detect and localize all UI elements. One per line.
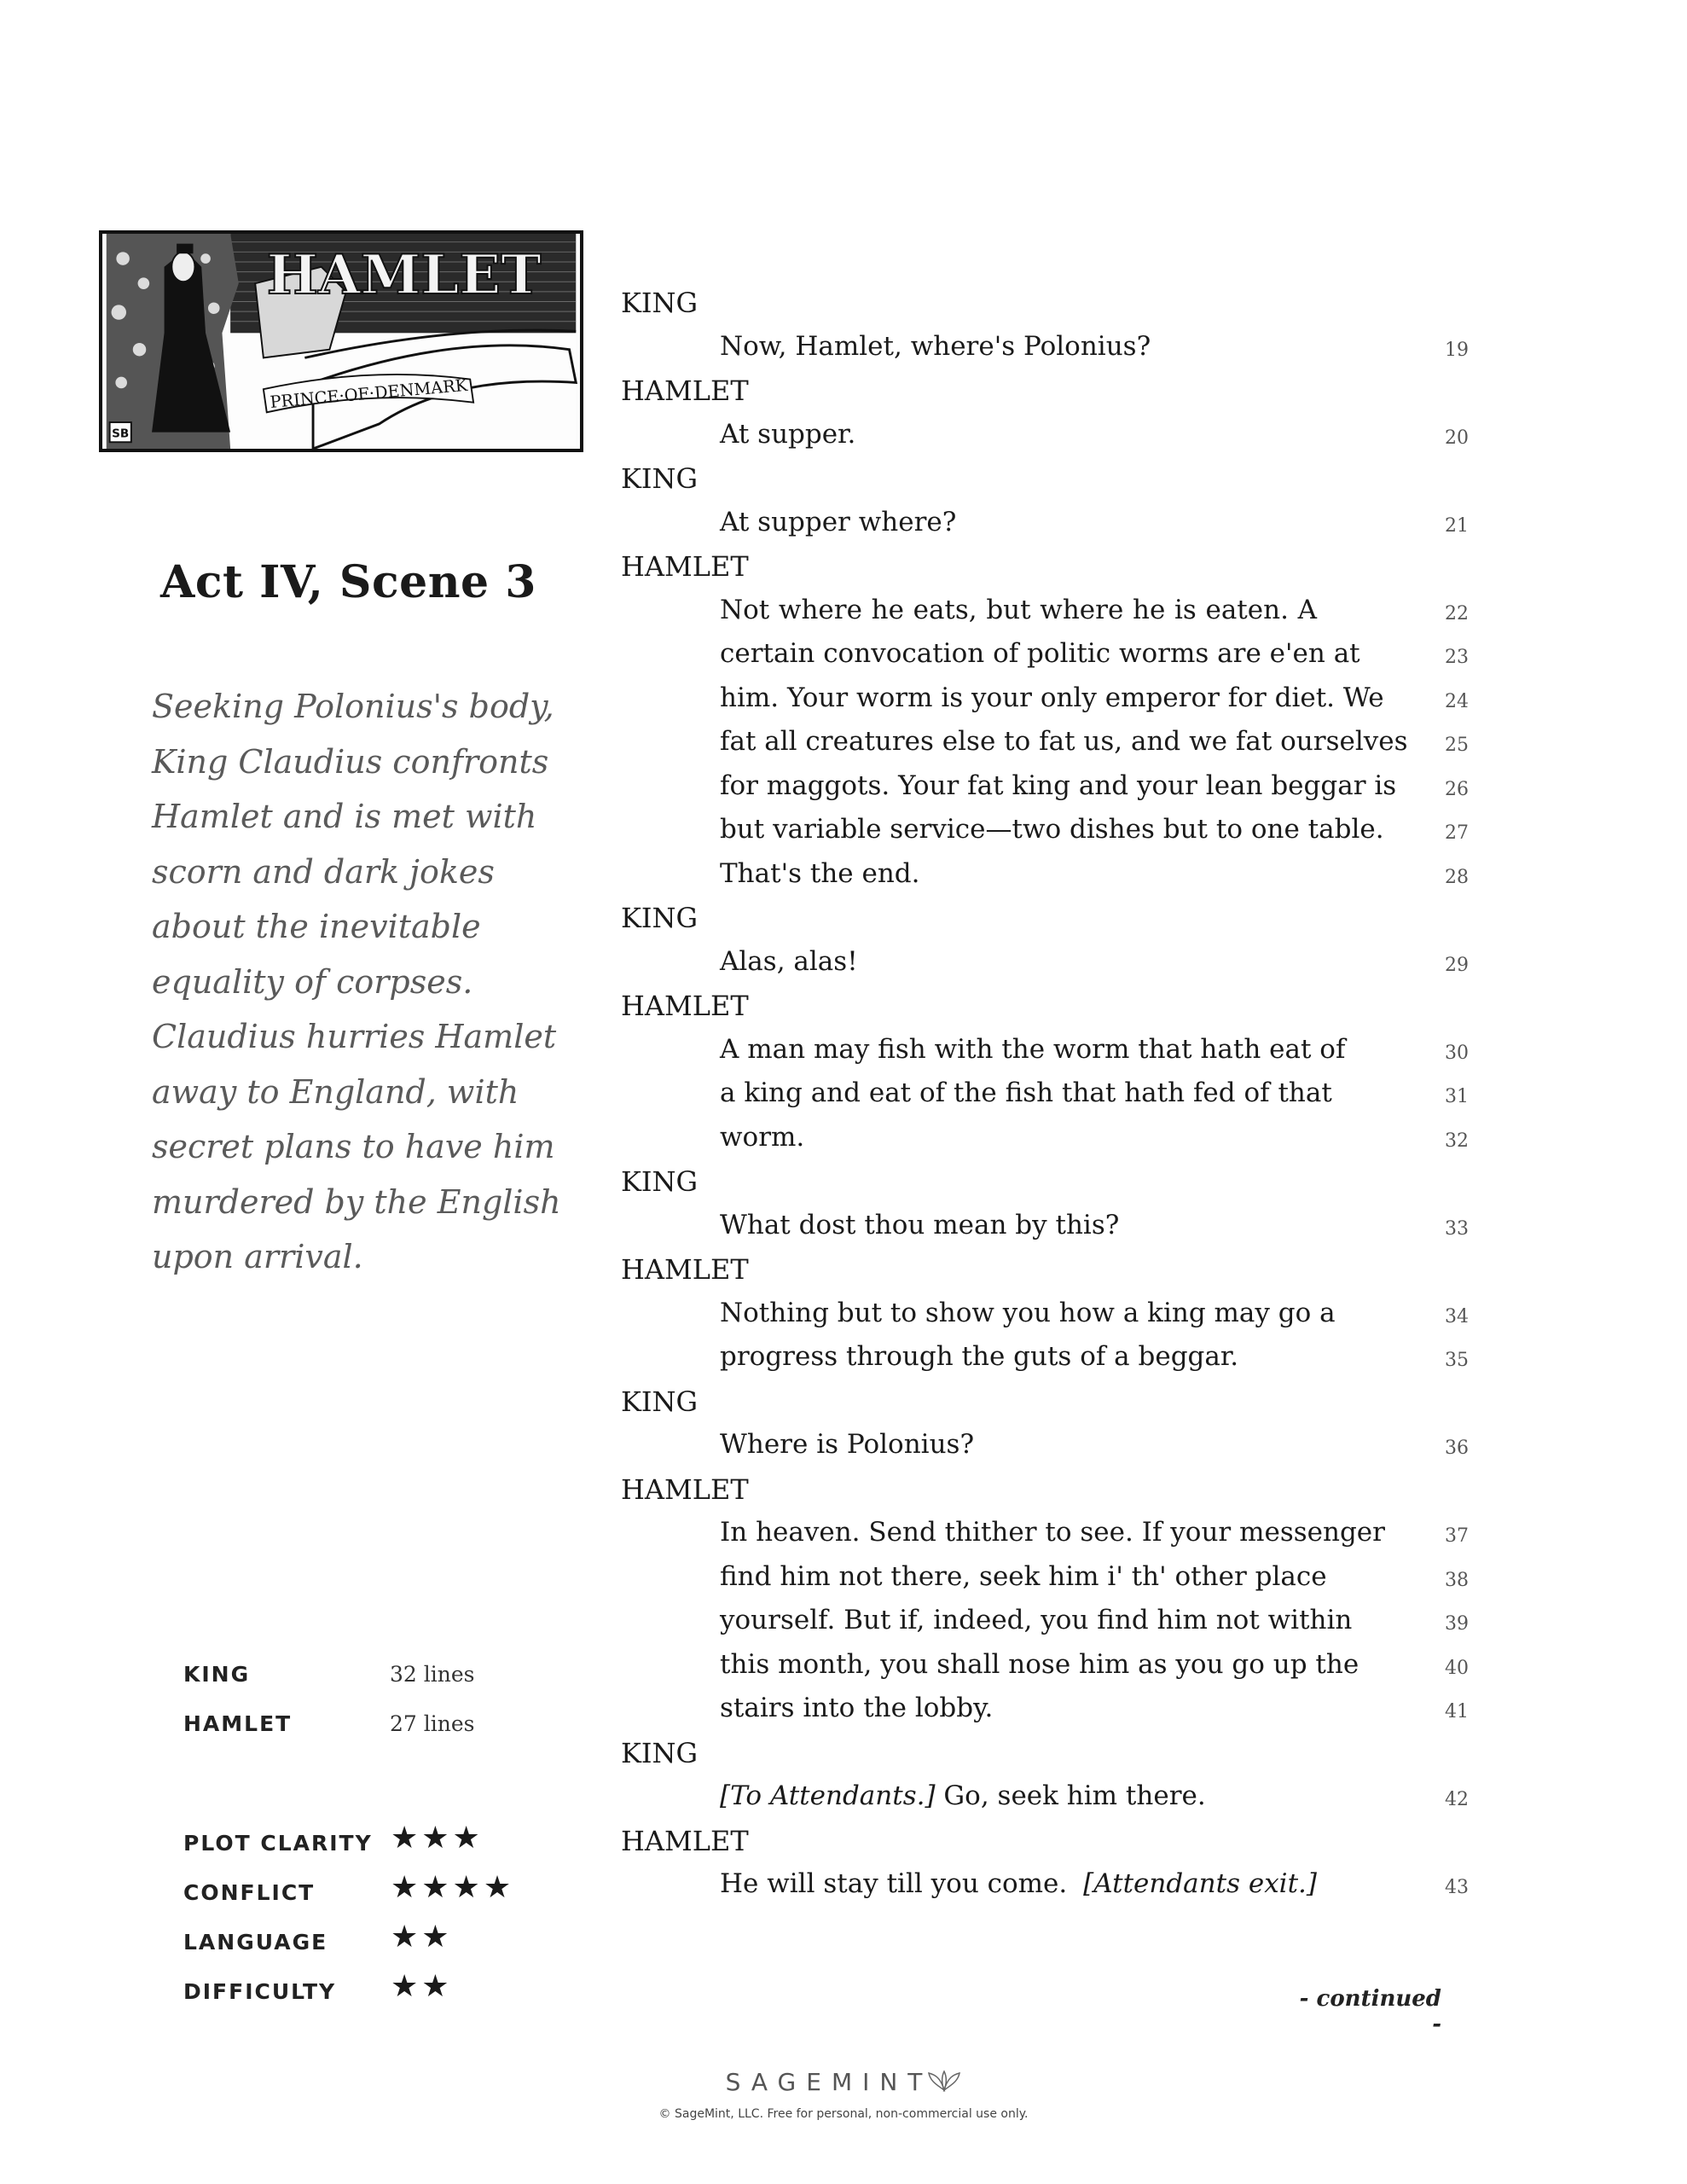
speaker-name: KING bbox=[621, 462, 699, 495]
hamlet-banner-illustration bbox=[99, 230, 583, 452]
summary-line: equality of corpses. bbox=[152, 962, 473, 1001]
verse-text bbox=[720, 1297, 1336, 1328]
verse-words: certain convocation of politic worms are e'en at bbox=[720, 638, 1360, 669]
footer-brand-text: SAGEMINT bbox=[725, 2068, 933, 2096]
verse-line bbox=[621, 590, 1474, 634]
summary-line: upon arrival. bbox=[152, 1238, 363, 1275]
verse-text bbox=[720, 1341, 1317, 1372]
summary-line: away to England, with bbox=[152, 1072, 519, 1111]
line-number: 36 bbox=[1445, 1438, 1469, 1459]
verse-words: A man may fish with the worm that hath eat of bbox=[720, 1033, 1346, 1065]
verse-line bbox=[621, 1863, 1474, 1908]
verse-words: this month, you shall nose him as you go up the bbox=[720, 1648, 1359, 1680]
rating-row bbox=[183, 1821, 559, 1870]
verse-text bbox=[720, 1780, 1317, 1811]
line-number: 26 bbox=[1445, 778, 1469, 800]
summary-line: Seeking Polonius's body, bbox=[152, 688, 554, 725]
rating-label: CONFLICT bbox=[183, 1880, 316, 1905]
footer-brand bbox=[0, 2068, 1687, 2098]
speaker-line bbox=[621, 1160, 1474, 1205]
rating-row bbox=[183, 1969, 559, 2018]
speaker-name: HAMLET bbox=[621, 1472, 749, 1506]
speaker-line bbox=[621, 1248, 1474, 1292]
verse-text bbox=[720, 1648, 1359, 1680]
line-number: 41 bbox=[1445, 1701, 1469, 1722]
verse-text bbox=[720, 682, 1384, 713]
verse-words: for maggots. Your fat king and your lean beggar is bbox=[720, 770, 1397, 801]
verse-words: Nothing but to show you how a king may go a bbox=[720, 1297, 1336, 1328]
verse-words: fat all creatures else to fat us, and we fat ourselves bbox=[720, 726, 1408, 757]
verse-text bbox=[720, 331, 1317, 362]
verse-text bbox=[720, 858, 1317, 889]
line-count-speaker: KING bbox=[183, 1662, 251, 1687]
speaker-line bbox=[621, 369, 1474, 414]
summary-line: about the inevitable bbox=[152, 908, 481, 945]
verse-line bbox=[621, 1117, 1474, 1161]
line-number: 23 bbox=[1445, 647, 1469, 668]
verse-text bbox=[720, 1517, 1385, 1548]
speaker-line bbox=[621, 457, 1474, 502]
verse-line bbox=[621, 1600, 1474, 1644]
verse-words: At supper. bbox=[720, 418, 856, 450]
sagemint-leaf-icon bbox=[927, 2070, 961, 2098]
summary-line: King Claudius confronts bbox=[152, 742, 549, 781]
line-number: 32 bbox=[1445, 1130, 1469, 1152]
verse-line bbox=[621, 1424, 1474, 1468]
verse-text bbox=[720, 814, 1384, 845]
line-counts bbox=[183, 1655, 559, 1754]
verse-words: him. Your worm is your only emperor for diet. We bbox=[720, 682, 1384, 713]
speaker-name: KING bbox=[621, 287, 699, 319]
line-count-speaker: HAMLET bbox=[183, 1711, 293, 1736]
dialogue bbox=[621, 282, 1474, 1908]
continued-note: - continued - bbox=[1299, 1986, 1441, 2037]
verse-text bbox=[720, 1605, 1353, 1635]
summary-line: Claudius hurries Hamlet bbox=[152, 1018, 557, 1055]
verse-text bbox=[720, 1210, 1317, 1240]
rating-label: DIFFICULTY bbox=[183, 1979, 337, 2004]
verse-words: yourself. But if, indeed, you find him not within bbox=[720, 1605, 1353, 1635]
line-number: 27 bbox=[1445, 822, 1469, 844]
line-number: 29 bbox=[1445, 954, 1469, 976]
speaker-line bbox=[621, 1468, 1474, 1513]
line-number: 34 bbox=[1445, 1305, 1469, 1327]
verse-line bbox=[621, 1292, 1474, 1337]
verse-line bbox=[621, 677, 1474, 722]
verse-text bbox=[720, 595, 1317, 625]
summary-line: Hamlet and is met with bbox=[152, 798, 537, 835]
verse-text bbox=[720, 419, 1317, 450]
verse-line bbox=[621, 1556, 1474, 1600]
line-number: 25 bbox=[1445, 735, 1469, 756]
speaker-line bbox=[621, 1380, 1474, 1425]
rating-stars: ★★ bbox=[391, 1920, 453, 1955]
ratings bbox=[183, 1821, 559, 2018]
summary-line: murdered by the English bbox=[152, 1182, 561, 1221]
speaker-line bbox=[621, 1820, 1474, 1864]
speaker-line bbox=[621, 897, 1474, 941]
line-count-row bbox=[183, 1705, 559, 1754]
verse-line bbox=[621, 326, 1474, 370]
line-number: 22 bbox=[1445, 602, 1469, 624]
line-count-row bbox=[183, 1655, 559, 1705]
speaker-name: KING bbox=[621, 1385, 699, 1418]
speaker-line bbox=[621, 985, 1474, 1029]
line-number: 30 bbox=[1445, 1042, 1469, 1064]
line-number: 24 bbox=[1445, 690, 1469, 712]
verse-words: What dost thou mean by this? bbox=[720, 1209, 1120, 1240]
verse-text bbox=[720, 770, 1397, 801]
verse-line bbox=[621, 809, 1474, 853]
verse-words: but variable service—two dishes but to one table. bbox=[720, 814, 1384, 845]
verse-words: worm. bbox=[720, 1121, 805, 1153]
banner-ribbon: PRINCE·OF·DENMARK bbox=[269, 375, 469, 412]
verse-text bbox=[720, 638, 1360, 669]
line-number: 42 bbox=[1445, 1789, 1469, 1810]
verse-words: progress through the guts of a beggar. bbox=[720, 1341, 1239, 1372]
verse-text bbox=[720, 726, 1408, 757]
scene-summary bbox=[152, 679, 561, 1285]
verse-line bbox=[621, 765, 1474, 810]
verse-line bbox=[621, 1029, 1474, 1073]
line-number: 35 bbox=[1445, 1350, 1469, 1371]
speaker-name: HAMLET bbox=[621, 375, 749, 407]
line-number: 28 bbox=[1445, 866, 1469, 888]
verse-words: find him not there, seek him i' th' other place bbox=[720, 1560, 1327, 1592]
line-number: 39 bbox=[1445, 1613, 1469, 1635]
verse-text bbox=[720, 507, 1317, 537]
verse-words: At supper where? bbox=[720, 506, 957, 537]
rating-row bbox=[183, 1870, 559, 1920]
banner-title: HAMLET bbox=[266, 242, 542, 307]
verse-words: That's the end. bbox=[720, 857, 920, 889]
line-number: 20 bbox=[1445, 427, 1469, 449]
line-number: 31 bbox=[1445, 1086, 1469, 1107]
stage-direction: [Attendants exit.] bbox=[1083, 1868, 1317, 1899]
speaker-line bbox=[621, 1732, 1474, 1776]
banner-monogram: SB bbox=[112, 427, 130, 441]
speaker-line bbox=[621, 545, 1474, 590]
speaker-name: KING bbox=[621, 1165, 699, 1198]
line-number: 40 bbox=[1445, 1657, 1469, 1679]
line-number: 38 bbox=[1445, 1569, 1469, 1591]
speaker-name: HAMLET bbox=[621, 1253, 749, 1286]
verse-line bbox=[621, 1336, 1474, 1380]
line-number: 19 bbox=[1445, 339, 1469, 361]
verse-text bbox=[720, 1077, 1332, 1108]
summary-line: scorn and dark jokes bbox=[152, 852, 495, 891]
verse-line bbox=[621, 721, 1474, 765]
speaker-name: HAMLET bbox=[621, 550, 749, 583]
rating-stars: ★★★★ bbox=[391, 1870, 515, 1905]
verse-text bbox=[720, 1122, 1317, 1153]
summary-line: secret plans to have him bbox=[152, 1128, 555, 1165]
verse-words: Go, seek him there. bbox=[935, 1780, 1206, 1811]
verse-words: Not where he eats, but where he is eaten. A bbox=[720, 594, 1317, 625]
verse-text bbox=[720, 1693, 1317, 1723]
footer-copyright: © SageMint, LLC. Free for personal, non-commercial use only. bbox=[658, 2107, 1029, 2121]
stage-direction: [To Attendants.] bbox=[720, 1780, 936, 1811]
verse-text bbox=[720, 946, 1317, 977]
line-count-value: 27 lines bbox=[390, 1711, 475, 1736]
speaker-name: KING bbox=[621, 902, 699, 934]
rating-label: LANGUAGE bbox=[183, 1930, 328, 1955]
verse-line bbox=[621, 1775, 1474, 1820]
verse-words: He will stay till you come. bbox=[720, 1868, 1068, 1899]
verse-text bbox=[720, 1560, 1327, 1592]
verse-words: stairs into the lobby. bbox=[720, 1693, 994, 1723]
verse-line bbox=[621, 1072, 1474, 1117]
verse-text bbox=[720, 1033, 1346, 1065]
verse-line bbox=[621, 853, 1474, 897]
verse-line bbox=[621, 633, 1474, 677]
speaker-name: HAMLET bbox=[621, 1824, 749, 1857]
speaker-name: HAMLET bbox=[621, 990, 749, 1022]
verse-line bbox=[621, 414, 1474, 458]
rating-row bbox=[183, 1920, 559, 1969]
line-number: 43 bbox=[1445, 1877, 1469, 1898]
verse-words: Now, Hamlet, where's Polonius? bbox=[720, 330, 1151, 362]
verse-words: Where is Polonius? bbox=[720, 1429, 975, 1460]
verse-line bbox=[621, 941, 1474, 985]
verse-text bbox=[720, 1868, 1317, 1899]
line-count-value: 32 lines bbox=[390, 1662, 475, 1687]
speaker-name: KING bbox=[621, 1736, 699, 1769]
verse-words: In heaven. Send thither to see. If your messenger bbox=[720, 1517, 1385, 1548]
rating-label: PLOT CLARITY bbox=[183, 1831, 373, 1856]
verse-text bbox=[720, 1429, 1317, 1460]
line-number: 37 bbox=[1445, 1525, 1469, 1547]
verse-line bbox=[621, 1644, 1474, 1688]
verse-line bbox=[621, 1687, 1474, 1732]
line-number: 21 bbox=[1445, 514, 1469, 537]
verse-line bbox=[621, 1512, 1474, 1556]
verse-line bbox=[621, 1205, 1474, 1249]
verse-words: Alas, alas! bbox=[720, 945, 858, 977]
speaker-line bbox=[621, 282, 1474, 326]
verse-words: a king and eat of the fish that hath fed of that bbox=[720, 1077, 1332, 1108]
line-number: 33 bbox=[1445, 1217, 1469, 1240]
rating-stars: ★★ bbox=[391, 1969, 453, 2004]
scene-title: Act IV, Scene 3 bbox=[160, 556, 536, 608]
rating-stars: ★★★ bbox=[391, 1821, 484, 1856]
verse-line bbox=[621, 502, 1474, 546]
